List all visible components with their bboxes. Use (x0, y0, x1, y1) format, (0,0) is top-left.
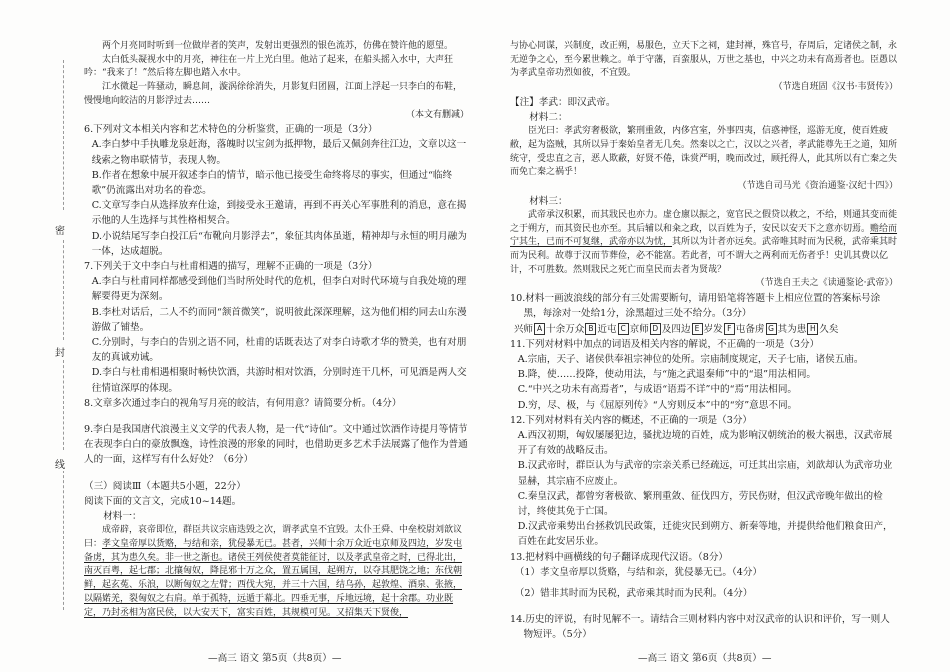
paragraph: 太白低头凝视水中的月亮，神往在一片上光白里。他站了起来，在船头摇入水中，大声狂吟：“我来了！”然后将左脚也踏入水中。 (84, 54, 454, 79)
material2-label: 材料二： (529, 112, 568, 124)
answer-space (84, 468, 469, 479)
q6-stem: 6.下列对文本相关内容和艺术特色的分析鉴赏，正确的一项是（3分） (84, 124, 378, 136)
segment-box-f[interactable]: F (724, 323, 735, 335)
material3-label: 材料三： (529, 195, 568, 207)
material1-wavy: 甚者，兴师十余万众近屯京师及四边，岁 (282, 539, 445, 549)
q14-stem: 14.历史的评说，有时见解不一。请结合三则材料内容中对汉武帝的认识和评价，写一则人物短评。（5分） (510, 614, 890, 641)
feng-char: 封 (55, 344, 65, 359)
q10-segment-line (510, 322, 898, 337)
q12-option-b: B.汉武帝时，群臣认为与武帝的宗亲关系已经疏远，可迁其出宗庙，刘歆却认为武帝功业显赫，其宗庙不应废止。 (517, 460, 893, 487)
page-footer-left: —高三 语文 第5页（共8页）— (208, 653, 342, 664)
material2-text: 臣光曰：孝武穷奢极欲，繁刑重敛，内侈宫室，外事四夷，信惑神怪，巡游无度，使百姓疲敝，起为盗贼，其所以异于秦始皇者无几矣。然秦以之亡，汉以之兴者，孝武能尊先王之道，知所统守，受忠直之言，恶人欺蔽，好贤不倦，诛赏严明，晚而改过，顾托得人，此其所以有亡秦之失而免亡秦之祸乎！ (510, 126, 898, 178)
material1-wavy: 发屯备虏，其为患久矣。非一世之渐也。诸侯王列侯使者莫能征讨，以及孝武皇帝之时，已得北出，南灭百粤，起七郡；北攘匈奴，降昆邪十万之众，置五属国，起朔方，以夺其肥饶之地；东伐朝鲜，起玄菟、乐浪，以断匈奴之左臂；西伐大宛，并三十六国，结乌孙，起敦煌、酒泉、张掖，以隔婼羌，裂匈奴之右肩。单于孤特，远遁于幕北。四垂无事，斥地远境，起十余郡。功业既定，乃封丞相为富民侯，以大安天下，富实百姓，其规模可见。又招集天下贤俊， (84, 539, 463, 618)
material-block (510, 40, 898, 95)
segment-text: 十余万众 (546, 323, 585, 335)
material1-text (84, 524, 469, 620)
q11-option-c: C.“中兴之功未有高焉者”，与成语“语焉不详”中的“焉”用法相同。 (517, 384, 798, 396)
segment-box-a[interactable]: A (534, 323, 545, 335)
binding-dash (63, 470, 64, 610)
section3-title: （三）阅读Ⅲ（本题共5小题，22分） (84, 480, 246, 492)
section3-instruction: 阅读下面的文言文，完成10~14题。 (84, 495, 242, 507)
segment-box-h[interactable]: H (807, 323, 818, 335)
q7-option-a: A.李白与杜甫同样都感受到他们当时所处时代的危机，但李白对时代环境与自我处境的理解要得更为深刻。 (91, 276, 467, 303)
seal-char: 密 (55, 222, 65, 237)
q13-sentence-2: （2）错非其时而为民税，武帝乘其时而为民利。（4分） (514, 588, 753, 600)
left-column (84, 40, 469, 620)
segment-box-e[interactable]: E (692, 323, 703, 335)
segment-text: 京师 (629, 323, 649, 335)
q7-option-b: B.李杜对话后，二人不约而同“颔首微笑”，说明彼此深深理解，这为他们相约同去山东漫游做了铺垫。 (91, 306, 467, 333)
material1-continued: 与协心同谋，兴制度，改正朔，易服色，立天下之祠，建封禅，殊官号，存周后，定诸侯之制，永无逆争之心，至今累世赖之。单于守藩，百蛮服从，万世之基也，中兴之功未有高焉者也。臣愚以为孝武皇帝功烈如彼，不宜毁。 (510, 41, 898, 79)
q9-stem: 9.李白是我国唐代浪漫主义文学的代表人物，是一代“诗仙”。文中通过饮酒作诗提月等情节在表现李白白的豪放飘逸，诗性浪漫的形象的同时，也借助更多艺术手法展露了他作为普通人的一面，这样写有什么好处？（6分） (84, 424, 468, 466)
passage-note: （本文有删减） (405, 109, 469, 120)
segment-box-g[interactable]: G (766, 323, 777, 335)
passage-end (84, 40, 469, 122)
source-1: （节选自班固《汉书·韦贤传》） (773, 82, 898, 93)
q11-option-a: A.宗庙，天子、诸侯供奉祖宗神位的处所。宗庙制度规定，天子七庙，诸侯五庙。 (517, 353, 864, 365)
q7-option-c: C.分别时，与李白的告别之语不同，杜甫的话既表达了对李白诗歌才华的赞美，也有对朋友的真诚劝诫。 (91, 337, 467, 364)
segment-box-d[interactable]: D (650, 323, 661, 335)
material1-part: 成帝辟，哀帝即位，群臣共议宗庙迭毁之次，谓孝武 (102, 525, 310, 536)
page-footer-right: —高三 语文 第6页（共8页）— (638, 653, 772, 664)
material1-label: 材料一： (103, 511, 142, 523)
q6-option-d: D.小说结尾写李白投江后“布靴向月影浮去”，象征其肉体虽逝，精神却与永恒的明月融为一体，达成超脱。 (91, 230, 467, 257)
segment-text: 屯备虏 (735, 323, 765, 335)
answer-space (510, 601, 898, 612)
source-3: （节选自王夫之《读通鉴论·武帝》） (755, 278, 898, 289)
material3-text: 其所以为计者亦远矣。武帝唯其时而为民税，武帝乘其时而为民利。故尊于汉而节葬俭，必不能富。若此者，可不谓大之两利而无伤者乎！史讥其费以亿计，不可胜数。然则戕民之死亡而皇民而去者为贤哉？ (510, 237, 898, 275)
q7-stem: 7.下列关于文中李白与杜甫相遇的描写，理解不正确的一项是（3分） (84, 261, 378, 273)
material1-part: 皇不宜毁。太仆王舜、中垒校尉刘歆议曰： (84, 525, 463, 549)
paragraph: 江水微起一阵骚动，瞬息间，漩涡徐徐消失，月影复归团圆，江面上浮起一只李白的布鞋，慢慢地向皎洁的月影浮过去…… (84, 82, 463, 106)
q12-option-a: A.西汉初期，匈奴屡屡犯边，骚扰边境的百姓，成为影响汉朝统治的极大祸患，汉武帝展开了有效的战略反击。 (517, 429, 893, 457)
segment-text: 兴师 (513, 323, 534, 335)
material3-text: 武帝承汉积累，而其戕民也亦力。虚仓廪以振之，宽官民之假贷以救之，不给，则通其变而徙之于朔方，而其资民也亦至。其后辅以和籴之政，以百姓为子，安民以安天下之意亦切焉。 (510, 209, 898, 234)
line-char: 线 (55, 456, 65, 471)
q13-sentence-1: （1）孝文皇帝厚以货赂，与结和亲，犹侵暴无已。（4分） (514, 566, 763, 578)
material3-underlined: 赡给而宁其生，已而不可复继，武帝亦以为忧， (510, 223, 898, 248)
segment-text: 近屯 (597, 323, 617, 335)
binding-dash (63, 240, 64, 340)
q6-option-a: A.李白梦中手执雕龙泉赶海，落魄时以宝剑为抵押物，最后又佩剑奔往江边，文章以这一线索之物串联情节，表现人物。 (91, 139, 467, 166)
binding-dash (63, 60, 64, 210)
note: 【注】孝武：即汉武帝。 (510, 96, 616, 108)
material1-underlined: 孝文皇帝厚以货赂，与结和亲，犹侵暴无已。 (102, 539, 283, 549)
segment-text: 其为患 (777, 323, 807, 335)
q13-stem: 13.把材料中画横线的句子翻译成现代汉语。（8分） (510, 551, 729, 563)
paragraph: 两个月亮同时听到一位做岸者的笑声，发射出更强烈的银色流苏，仿佛在赞许他的愿望。 (102, 41, 454, 51)
segment-text: 及四边 (661, 323, 691, 335)
answer-space (84, 411, 469, 422)
q12-stem: 12.下列对材料有关内容的概述，不正确的一项是（3分） (510, 414, 753, 426)
q11-stem: 11.下列对材料中加点的词语及相关内容的解说，不正确的一项是（3分） (510, 338, 820, 350)
q7-option-d: D.李白与杜甫相遇相聚时畅快饮酒，共游时相对饮酒，分别时连干几杯，可见酒是两人交往情谊深厚的体现。 (91, 367, 467, 394)
source-2: （节选自司马光《资治通鉴·汉纪十四》） (737, 181, 898, 192)
q12-option-c: C.秦皇汉武，都曾穷奢极欲、繁刑重敛、征伐四方，劳民伤财，但汉武帝晚年做出的检讨，终使其免于亡国。 (517, 490, 883, 517)
binding-dash (63, 360, 64, 450)
material3-block (510, 209, 898, 291)
q6-option-b: B.作者在想象中展开叙述李白的情节，暗示他已接受生命终将尽的事实，但通过“临终歌”仍流露出对功名的眷恋。 (91, 169, 453, 197)
q11-option-b: B.降，使……投降，使动用法，与“施之武退秦师”中的“退”用法相同。 (517, 369, 817, 381)
q6-option-c: C.文章写李白从选择放弃仕途，到接受永王邀请，再到不再关心军事胜利的消息，意在揭示他的人生选择与其性格相契合。 (91, 200, 467, 227)
segment-text: 久矣 (819, 323, 839, 335)
material2-block (510, 125, 898, 194)
segment-box-c[interactable]: C (618, 323, 629, 335)
q12-option-d: D.汉武帝乘势出台拯救饥民政策，迁徙灾民到朔方、新秦等地，并提供给他们粮食田产，百姓在此安居乐业。 (517, 521, 893, 548)
segment-box-b[interactable]: B (585, 323, 596, 335)
right-column (510, 40, 898, 643)
q10-stem: 10.材料一画波浪线的部分有三处需要断句，请用铅笔将答题卡上相应位置的答案标号涂黑，每涂对一处给1分，涂黑超过三处不给分。（3分） (510, 293, 881, 320)
q8-stem: 8.文章多次通过李白的视角写月亮的皎洁，有何用意？请简要分析。（4分） (84, 397, 402, 409)
q11-option-d: D.穷，尽、极，与《屈原列传》“人穷则反本”中的“穷”意思不同。 (517, 399, 798, 411)
binding-margin (54, 0, 68, 672)
segment-text: 岁发 (703, 323, 723, 335)
